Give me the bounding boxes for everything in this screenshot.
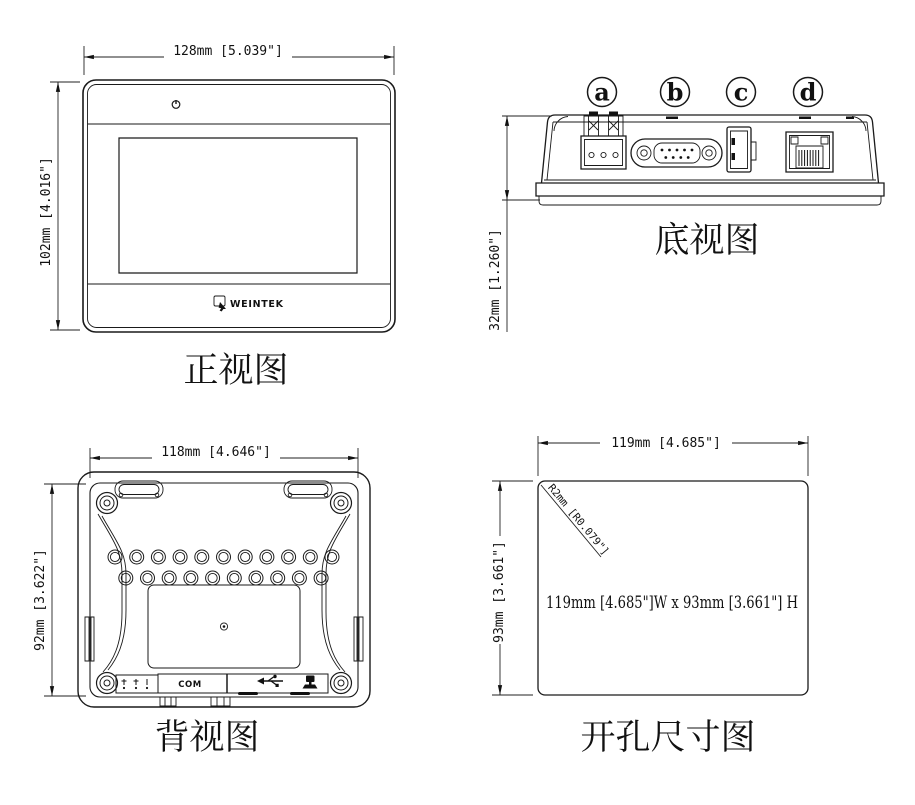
bottom-depth-dim-text: 32mm [1.260"]: [488, 229, 503, 331]
corner-radius-dim-text: R2mm [R0.079"]: [545, 481, 612, 558]
port-label-b: b: [666, 77, 684, 107]
bottom-view: [488, 78, 884, 333]
corner-screw: [97, 673, 118, 694]
usb-icon: [257, 675, 283, 687]
back-height-dim-text: 92mm [3.622"]: [33, 549, 48, 651]
corner-screw: [331, 673, 352, 694]
corner-radius-leader: [541, 482, 611, 558]
power-led-icon: [172, 100, 180, 108]
port-label-c: c: [733, 77, 749, 107]
corner-screw: [97, 493, 118, 514]
back-view: [33, 445, 370, 758]
front-view-title: 正视图: [183, 351, 289, 391]
port-label-d: d: [799, 77, 817, 107]
bottom-depth-dimension: [488, 116, 552, 332]
back-bottom-tabs: [160, 692, 310, 706]
back-molded-contour: [98, 514, 350, 672]
cutout-view-title: 开孔尺寸图: [580, 718, 756, 758]
front-width-dim-text: 128mm [5.039"]: [173, 44, 283, 59]
cutout-view: [488, 436, 808, 758]
power-terminal-label-icon: [122, 679, 149, 689]
label-plate: [148, 585, 300, 668]
front-bezel-outer: [83, 80, 395, 332]
usb-port[interactable]: [727, 127, 756, 172]
front-view: [39, 44, 395, 391]
vent-holes-row-1: [108, 550, 339, 564]
port-label-a: a: [594, 77, 610, 107]
port-callout-a: [588, 78, 617, 107]
back-housing: [90, 483, 358, 697]
front-width-dimension: [84, 44, 394, 75]
back-view-title: 背视图: [154, 718, 260, 758]
weintek-logo: [214, 296, 284, 312]
back-width-dimension: [90, 445, 358, 478]
port-callout-c: [727, 78, 756, 107]
ethernet-icon: [303, 676, 318, 689]
brand-text: WEINTEK: [230, 299, 284, 310]
touchscreen-area[interactable]: [119, 138, 357, 273]
front-flange: [536, 183, 884, 196]
port-callout-d: [794, 78, 823, 107]
cutout-note-text: 119mm [4.685"]W x 93mm [3.661"] H: [546, 593, 798, 612]
power-terminal-label-box: [116, 675, 158, 693]
front-bezel-inner: [88, 85, 391, 328]
cutout-height-dim-text: 93mm [3.661"]: [492, 541, 507, 643]
cutout-height-dimension: [488, 481, 533, 695]
power-terminal-port[interactable]: [581, 112, 626, 170]
vent-holes-row-2: [119, 571, 328, 585]
ethernet-port[interactable]: [786, 132, 833, 172]
port-callout-b: [661, 78, 690, 107]
bottom-view-title: 底视图: [654, 221, 760, 261]
front-height-dimension: [39, 82, 80, 330]
serial-db9-port[interactable]: [631, 139, 722, 167]
cutout-width-dimension: [538, 436, 808, 476]
back-width-dim-text: 118mm [4.646"]: [161, 445, 271, 460]
com-port-label: COM: [178, 680, 202, 690]
connector-strip: [116, 674, 328, 693]
front-height-dim-text: 102mm [4.016"]: [39, 157, 54, 267]
corner-screw: [331, 493, 352, 514]
cutout-width-dim-text: 119mm [4.685"]: [611, 436, 721, 451]
